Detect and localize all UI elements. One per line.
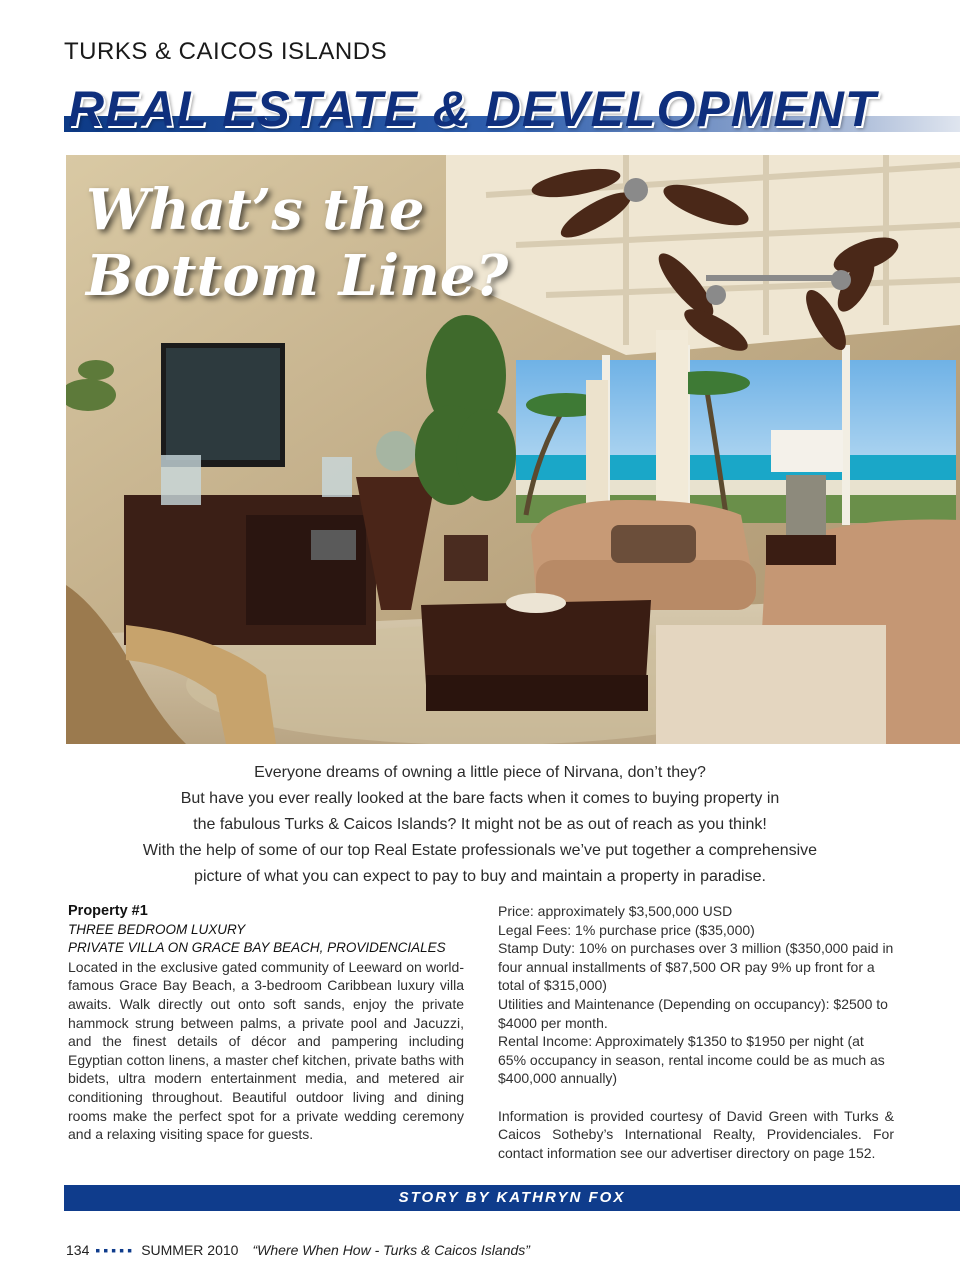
intro-line: With the help of some of our top Real Estate professionals we’ve put together a comprehensive <box>142 842 818 859</box>
footer-dots-divider: ▪▪▪▪▪ <box>95 1242 136 1258</box>
story-byline: STORY BY KATHRYN FOX <box>64 1185 960 1211</box>
stamp-duty-fact: Stamp Duty: 10% on purchases over 3 million ($350,000 paid in four annual installments of $87,500 OR pay 9% up front for a total of $315,000) <box>498 940 894 994</box>
legal-fees-fact: Legal Fees: 1% purchase price ($35,000) <box>498 921 755 938</box>
headline-banner <box>64 82 960 142</box>
property-description-column <box>68 902 464 1144</box>
price-fact: Price: approximately $3,500,000 USD <box>498 903 733 919</box>
utilities-fact: Utilities and Maintenance (Depending on occupancy): $2500 to $4000 per month. <box>498 995 888 1031</box>
intro-line: But have you ever really looked at the bare facts when it comes to buying property in <box>180 790 780 807</box>
intro-line: Everyone dreams of owning a little piece of Nirvana, don’t they? <box>254 764 706 781</box>
page-footer <box>66 1242 530 1258</box>
page-headline: REAL ESTATE & DEVELOPMENT <box>68 81 877 137</box>
property-description: Located in the exclusive gated community of Leeward on world-famous Grace Bay Beach, a 3-bedroom Caribbean luxury villa awaits. Walk directly out onto soft sands, enjoy the private hammock strung between palms, a private pool and Jacuzzi, and the finest details of décor and pampering including Egyptian cotton linens, a master chef kitchen, private baths with bidets, ultra modern entertainment media, and metered air conditioning throughout. Beautiful outdoor living and dining rooms make the perfect spot for a private wedding ceremony and a relaxing visiting space for guests. <box>68 958 464 1143</box>
section-label: TURKS & CAICOS ISLANDS <box>64 38 388 65</box>
rental-income-fact: Rental Income: Approximately $1350 to $1950 per night (at 65% occupancy in season, rental income could be as much as $400,000 annually) <box>498 1033 885 1087</box>
property-subtitle-1: THREE BEDROOM LUXURY <box>68 921 246 937</box>
page-number: 134 <box>66 1242 90 1258</box>
intro-line: picture of what you can expect to pay to buy and maintain a property in paradise. <box>194 868 766 885</box>
photo-title <box>86 177 508 309</box>
information-credit: Information is provided courtesy of David Green with Turks & Caicos Sotheby’s International Realty, Providenciales. For contact information see our advertiser directory on page 152. <box>498 1107 894 1161</box>
issue-label: SUMMER 2010 <box>141 1242 239 1258</box>
publication-name: “Where When How - Turks & Caicos Islands” <box>252 1242 530 1258</box>
property-subtitle-2: PRIVATE VILLA ON GRACE BAY BEACH, PROVIDENCIALES <box>68 940 446 956</box>
property-title: Property #1 <box>68 903 148 919</box>
intro-paragraph <box>110 760 850 890</box>
photo-title-line-2: Bottom Line? <box>86 243 509 309</box>
intro-line: the fabulous Turks & Caicos Islands? It might not be as out of reach as you think! <box>193 816 767 833</box>
photo-title-line-1: What’s the <box>86 177 425 243</box>
villa-living-room-photo <box>66 155 960 744</box>
property-facts-column <box>498 902 894 1162</box>
